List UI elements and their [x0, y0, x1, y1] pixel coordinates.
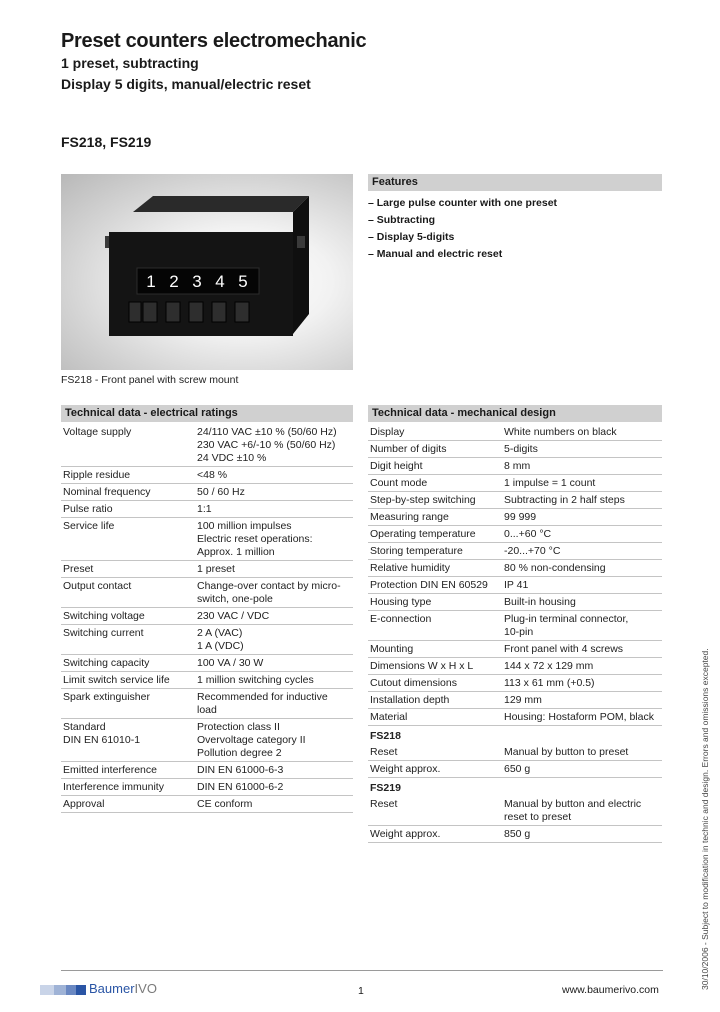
table-row	[368, 560, 662, 577]
spec-value-line: Manual by button and electric	[504, 798, 642, 810]
table-row	[61, 608, 353, 625]
feature-item: – Large pulse counter with one preset	[368, 197, 662, 214]
table-row	[61, 796, 353, 813]
spec-label-line: Voltage supply	[63, 426, 132, 438]
spec-value	[195, 779, 353, 796]
table-row	[368, 709, 662, 726]
spec-value	[195, 518, 353, 561]
spec-value-line: 80 % non-condensing	[504, 562, 606, 574]
mechanical-design-heading: Technical data - mechanical design	[368, 405, 662, 422]
table-section-row	[368, 778, 662, 797]
spec-value-line: Recommended for inductive	[197, 691, 328, 703]
table-row	[368, 826, 662, 843]
spec-value	[502, 458, 662, 475]
spec-value-line: 1 million switching cycles	[197, 674, 314, 686]
spec-label	[61, 501, 195, 518]
spec-value-line: 1:1	[197, 503, 212, 515]
preset-button	[212, 302, 226, 322]
spec-label	[368, 611, 502, 641]
counter-digit: 3	[192, 272, 202, 291]
table-row	[368, 509, 662, 526]
spec-label-line: Protection DIN EN 60529	[370, 579, 488, 591]
spec-value	[195, 719, 353, 762]
spec-label-line: Reset	[370, 798, 398, 810]
page-number: 1	[358, 985, 364, 997]
spec-value	[502, 744, 662, 761]
page-title: Preset counters electromechanic	[61, 30, 367, 52]
spec-value	[195, 484, 353, 501]
spec-value-line: Overvoltage category II	[197, 734, 306, 746]
table-row	[368, 526, 662, 543]
features-heading: Features	[368, 174, 662, 191]
spec-label	[368, 761, 502, 778]
spec-label	[368, 492, 502, 509]
spec-label-line: Material	[370, 711, 408, 723]
spec-value-line: 230 VAC +6/-10 % (50/60 Hz)	[197, 439, 336, 451]
spec-label-line: Count mode	[370, 477, 428, 489]
brand-logo	[89, 981, 157, 996]
spec-label	[368, 577, 502, 594]
spec-label-line: Reset	[370, 746, 398, 758]
spec-value	[502, 796, 662, 826]
spec-value-line: IP 41	[504, 579, 529, 591]
spec-label-line: Switching current	[63, 627, 144, 639]
table-section-row	[368, 726, 662, 745]
spec-label-line: Output contact	[63, 580, 132, 592]
spec-label	[368, 692, 502, 709]
spec-value	[502, 658, 662, 675]
spec-value-line: Housing: Hostaform POM, black	[504, 711, 654, 723]
spec-value-line: Change-over contact by micro-	[197, 580, 341, 592]
spec-label	[368, 441, 502, 458]
spec-value-line: 2 A (VAC)	[197, 627, 243, 639]
spec-label-line: Dimensions W x H x L	[370, 660, 474, 672]
spec-label-line: Mounting	[370, 643, 414, 655]
table-row	[368, 577, 662, 594]
counter-digit: 4	[215, 272, 225, 291]
spec-value-line: 850 g	[504, 828, 531, 840]
electrical-ratings-table	[61, 424, 353, 813]
table-row	[368, 441, 662, 458]
spec-value	[195, 625, 353, 655]
spec-value-line: Plug-in terminal connector,	[504, 613, 629, 625]
spec-value-line: Approx. 1 million	[197, 546, 275, 558]
table-row	[368, 675, 662, 692]
spec-label-line: Relative humidity	[370, 562, 450, 574]
spec-value	[502, 424, 662, 441]
spec-label-line: Weight approx.	[370, 828, 441, 840]
spec-value-line: DIN EN 61000-6-2	[197, 781, 284, 793]
device-housing-top	[133, 196, 309, 212]
spec-value	[195, 689, 353, 719]
spec-label	[61, 424, 195, 467]
disclaimer-note: 30/10/2006 - Subject to modification in technic and design. Errors and omissions excepted.	[700, 648, 710, 990]
spec-label-line: Pulse ratio	[63, 503, 113, 515]
logo-block	[66, 985, 76, 995]
spec-value-line: 1 impulse = 1 count	[504, 477, 596, 489]
spec-label-line: Measuring range	[370, 511, 449, 523]
table-row	[368, 761, 662, 778]
spec-label-line: Storing temperature	[370, 545, 463, 557]
spec-value	[195, 561, 353, 578]
table-row	[61, 518, 353, 561]
spec-value	[502, 692, 662, 709]
spec-value	[502, 509, 662, 526]
spec-value-line: 100 VA / 30 W	[197, 657, 264, 669]
spec-label	[368, 543, 502, 560]
spec-label-line: Limit switch service life	[63, 674, 170, 686]
spec-label	[61, 655, 195, 672]
spec-label	[368, 796, 502, 826]
spec-value-line: Subtracting in 2 half steps	[504, 494, 625, 506]
table-row	[61, 655, 353, 672]
spec-value	[195, 762, 353, 779]
spec-label	[368, 709, 502, 726]
electrical-ratings-heading: Technical data - electrical ratings	[61, 405, 353, 422]
spec-value-line: CE conform	[197, 798, 253, 810]
table-row	[61, 779, 353, 796]
spec-value-line: Manual by button to preset	[504, 746, 629, 758]
spec-value-line: 100 million impulses	[197, 520, 292, 532]
spec-value-line: Pollution degree 2	[197, 747, 282, 759]
table-row	[368, 543, 662, 560]
spec-label-line: Emitted interference	[63, 764, 157, 776]
table-row	[368, 641, 662, 658]
spec-label-line: Operating temperature	[370, 528, 476, 540]
table-row	[61, 467, 353, 484]
spec-label	[368, 658, 502, 675]
spec-value	[195, 655, 353, 672]
footer-divider	[61, 970, 663, 971]
spec-value-line: 99 999	[504, 511, 537, 523]
table-row	[61, 672, 353, 689]
spec-label	[61, 672, 195, 689]
spec-value-line: 1 preset	[197, 563, 235, 575]
spec-label	[368, 475, 502, 492]
spec-label-line: Step-by-step switching	[370, 494, 476, 506]
spec-value	[502, 641, 662, 658]
spec-label-line: Cutout dimensions	[370, 677, 457, 689]
spec-value-line: 0...+60 °C	[504, 528, 552, 540]
spec-value-line: 1 A (VDC)	[197, 640, 244, 652]
reset-button	[129, 302, 141, 322]
table-row	[61, 501, 353, 518]
spec-label-line: Approval	[63, 798, 105, 810]
product-photo	[61, 174, 353, 370]
spec-label	[61, 518, 195, 561]
spec-value	[502, 761, 662, 778]
spec-value-line: 24 VDC ±10 %	[197, 452, 267, 464]
table-row	[61, 484, 353, 501]
spec-label-line: Switching voltage	[63, 610, 145, 622]
spec-label	[368, 675, 502, 692]
logo-block	[76, 985, 86, 995]
brand-suffix: IVO	[134, 981, 157, 996]
spec-value-line: load	[197, 704, 217, 716]
page-subtitle-preset: 1 preset, subtracting	[61, 55, 199, 71]
spec-value-line: 5-digits	[504, 443, 538, 455]
page-subtitle-display: Display 5 digits, manual/electric reset	[61, 76, 311, 92]
spec-value	[502, 826, 662, 843]
preset-button	[166, 302, 180, 322]
spec-label	[368, 744, 502, 761]
spec-value-line: Electric reset operations:	[197, 533, 313, 545]
website-link[interactable]: www.baumerivo.com	[562, 984, 659, 996]
feature-item: – Display 5-digits	[368, 231, 662, 248]
table-row	[368, 475, 662, 492]
spec-label-line: Spark extinguisher	[63, 691, 150, 703]
spec-label	[368, 826, 502, 843]
table-row	[368, 744, 662, 761]
spec-label	[368, 458, 502, 475]
spec-value	[195, 796, 353, 813]
feature-item: – Subtracting	[368, 214, 662, 231]
spec-label-line: Display	[370, 426, 405, 438]
spec-value	[502, 577, 662, 594]
spec-value	[502, 611, 662, 641]
spec-value	[195, 608, 353, 625]
spec-label-line: Nominal frequency	[63, 486, 151, 498]
spec-value-line: switch, one-pole	[197, 593, 273, 605]
table-row	[61, 424, 353, 467]
device-housing-side	[293, 196, 309, 334]
spec-label-line: Switching capacity	[63, 657, 150, 669]
spec-label-line: Weight approx.	[370, 763, 441, 775]
table-row	[61, 762, 353, 779]
spec-value-line: 230 VAC / VDC	[197, 610, 270, 622]
spec-value-line: Built-in housing	[504, 596, 576, 608]
table-row	[61, 719, 353, 762]
table-row	[368, 458, 662, 475]
spec-value-line: Front panel with 4 screws	[504, 643, 624, 655]
spec-value-line: 50 / 60 Hz	[197, 486, 245, 498]
spec-value	[502, 709, 662, 726]
spec-label-line: Standard	[63, 721, 106, 733]
spec-label	[61, 625, 195, 655]
logo-block	[40, 985, 54, 995]
spec-value-line: 650 g	[504, 763, 531, 775]
spec-label-line: Ripple residue	[63, 469, 131, 481]
spec-value-line: 113 x 61 mm (+0.5)	[504, 677, 595, 689]
spec-label	[368, 560, 502, 577]
spec-value	[502, 475, 662, 492]
spec-value	[502, 560, 662, 577]
spec-label	[61, 719, 195, 762]
spec-label	[61, 467, 195, 484]
spec-label	[368, 594, 502, 611]
spec-label	[368, 526, 502, 543]
spec-label-line: E-connection	[370, 613, 432, 625]
section-label: FS219	[370, 782, 401, 794]
spec-value	[502, 675, 662, 692]
features-list	[368, 197, 662, 265]
spec-value	[502, 543, 662, 560]
spec-label	[61, 484, 195, 501]
spec-value-line: Protection class II	[197, 721, 280, 733]
counter-digit: 1	[146, 272, 156, 291]
spec-label-line: Housing type	[370, 596, 432, 608]
spec-label	[61, 561, 195, 578]
spec-value-line: reset to preset	[504, 811, 572, 823]
spec-value	[195, 672, 353, 689]
brand-logo-mark	[40, 985, 86, 995]
spec-value	[195, 501, 353, 518]
mount-screw-right	[297, 236, 305, 248]
table-row	[368, 658, 662, 675]
spec-value	[502, 594, 662, 611]
table-row	[61, 689, 353, 719]
mechanical-design-table	[368, 424, 662, 843]
table-row	[368, 796, 662, 826]
model-numbers: FS218, FS219	[61, 134, 152, 150]
spec-value-line: 144 x 72 x 129 mm	[504, 660, 594, 672]
logo-block	[54, 985, 66, 995]
table-row	[368, 594, 662, 611]
spec-label-line: Interference immunity	[63, 781, 164, 793]
preset-button	[143, 302, 157, 322]
table-row	[368, 611, 662, 641]
spec-value-line: 24/110 VAC ±10 % (50/60 Hz)	[197, 426, 337, 438]
table-row	[61, 625, 353, 655]
preset-button	[235, 302, 249, 322]
spec-label-line: Service life	[63, 520, 115, 532]
spec-value	[195, 578, 353, 608]
table-row	[61, 578, 353, 608]
spec-value	[502, 526, 662, 543]
spec-label	[61, 689, 195, 719]
spec-value-line: 10-pin	[504, 626, 534, 638]
spec-label	[368, 509, 502, 526]
spec-label-line: Digit height	[370, 460, 423, 472]
spec-label	[61, 578, 195, 608]
counter-digit: 2	[169, 272, 179, 291]
table-row	[61, 561, 353, 578]
spec-label-line: Preset	[63, 563, 94, 575]
spec-value-line: 129 mm	[504, 694, 542, 706]
spec-value	[195, 467, 353, 484]
counter-device-illustration	[61, 174, 353, 370]
spec-label	[61, 608, 195, 625]
section-label: FS218	[370, 730, 401, 742]
spec-label	[368, 424, 502, 441]
spec-value-line: <48 %	[197, 469, 228, 481]
spec-label	[61, 779, 195, 796]
spec-label-line: DIN EN 61010-1	[63, 734, 141, 746]
spec-value	[502, 441, 662, 458]
preset-button	[189, 302, 203, 322]
table-row	[368, 692, 662, 709]
spec-value	[502, 492, 662, 509]
spec-value	[195, 424, 353, 467]
counter-digit: 5	[238, 272, 248, 291]
spec-label	[61, 762, 195, 779]
spec-value-line: 8 mm	[504, 460, 531, 472]
feature-item: – Manual and electric reset	[368, 248, 662, 265]
photo-caption: FS218 - Front panel with screw mount	[61, 374, 239, 386]
spec-label-line: Number of digits	[370, 443, 447, 455]
spec-value-line: White numbers on black	[504, 426, 617, 438]
spec-label-line: Installation depth	[370, 694, 450, 706]
spec-value-line: DIN EN 61000-6-3	[197, 764, 284, 776]
table-row	[368, 492, 662, 509]
spec-label	[368, 641, 502, 658]
spec-value-line: -20...+70 °C	[504, 545, 561, 557]
table-row	[368, 424, 662, 441]
brand-name: Baumer	[89, 981, 135, 996]
spec-label	[61, 796, 195, 813]
